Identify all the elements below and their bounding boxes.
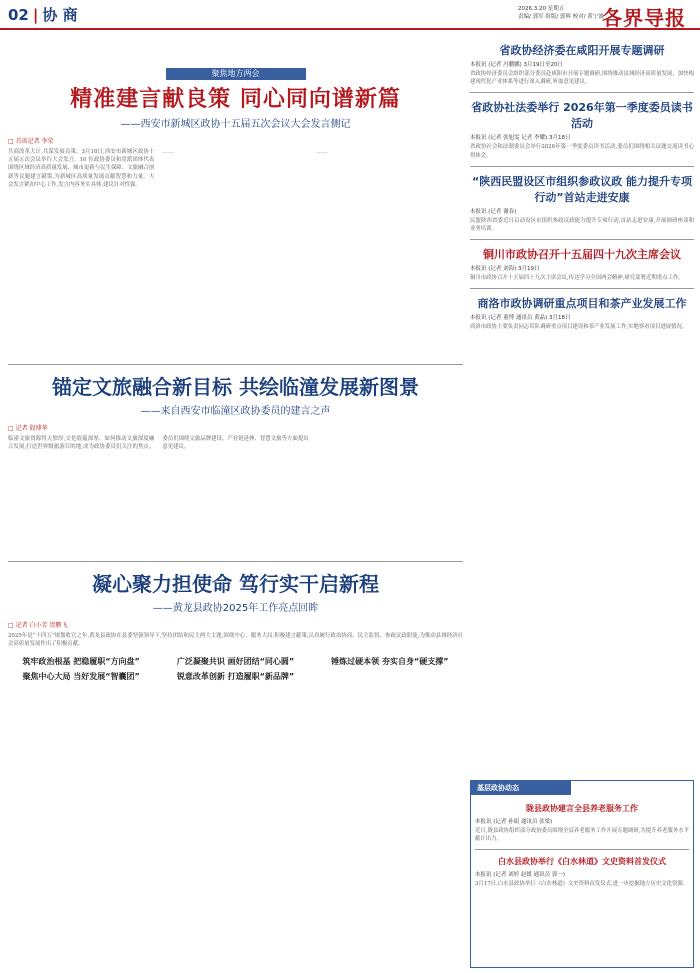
- second-subhead: ——来自西安市临潼区政协委员的建言之声: [140, 406, 331, 417]
- r3-headline: “陕西民盟设区市组织参政议政 能力提升专项行动”首站走进安康: [471, 174, 693, 204]
- left-column: [8, 36, 463, 686]
- r3-byline: 本报讯 (记者 谢春): [470, 208, 517, 215]
- lead-body: 共商改革大计,共谋发展良策。3月18日,西安市新城区政协十五届五次会议举行大会发言。10 位政协委员和党派团体代表围绕区域经济高质量发展、城市更新与民生保障、文旅融合创新等议题建言献策,为新城区高质量发展贡献智慧和力量。大会发言紧扣中心工作,发言内容务实具体,建议针对性强。: [8, 149, 155, 188]
- b2-byline: 本报讯 (记者 刘婷 赵媛 通讯员 郭一): [475, 872, 566, 879]
- third-headline: 凝心聚力担使命 笃行实干启新程: [92, 572, 379, 596]
- grassroots-box: [470, 780, 694, 968]
- b2-headline: 白水县政协举行《白水林道》文史资料首发仪式: [498, 857, 666, 867]
- r5-body: 商洛市政协主要负责同志带队调研重点项目建设和茶产业发展工作,实地察看项目进展情况。: [470, 324, 688, 331]
- b1-byline: 本报讯 (记者 孙娟 通讯员 张梁): [475, 819, 553, 825]
- b1-headline: 陇县政协建言全县养老服务工作: [526, 804, 638, 813]
- lead-subhead: ——西安市新城区政协十五届五次会议大会发言侧记: [120, 119, 351, 130]
- third-byline: □ 记者 白小芳 贺鹏飞: [8, 622, 68, 629]
- second-headline: 锚定文旅融合新目标 共绘临潼发展新图景: [52, 375, 419, 399]
- lead-body-2: ……: [162, 149, 174, 155]
- r1-body: 省政协经济委员会组织部分委员赴咸阳市开展专题调研,围绕推动县域经济高质量发展、加快构建现代化产业体系等进行深入调研,听取意见建议。: [470, 71, 694, 86]
- lead-headline: 精准建言献良策 同心同向谱新篇: [70, 87, 401, 112]
- newspaper-logo: 各界导报: [602, 6, 686, 30]
- masthead: [0, 0, 700, 30]
- r5-byline: 本报讯 (记者 董博 通讯员 黄晶) 3月18日: [470, 315, 571, 322]
- third-sub-e: 锤炼过硬本领 夯实自身“硬支撑”: [331, 657, 449, 667]
- issue-editors: 责编/ 郭军 组版/ 郭辉 校对/ 黄宁波: [518, 14, 604, 20]
- lead-byline: □ 首席记者 李荣: [8, 138, 54, 145]
- issue-meta: [518, 5, 604, 21]
- third-sub-c: 广泛凝聚共识 画好团结“同心圆”: [176, 657, 295, 667]
- r1-byline: 本报讯 (记者 冯鹏鹏) 3月19日至20日: [470, 62, 564, 68]
- second-body: 临潼文旅资源得天独厚,文化底蕴深厚。如何推动文旅深度融合发展,打造世界级旅游目的地,成为政协委员们关注的焦点。委员们围绕文旅品牌建设、产业链延伸、智慧文旅等方面提出意见建议。: [8, 436, 309, 451]
- issue-date: 2026.3.20 星期五: [518, 6, 565, 12]
- third-subhead: ——黄龙县政协2025年工作亮点回眸: [152, 603, 319, 614]
- r2-body: 省政协社会和法制委员会举行2026年第一季度委员读书活动,委员们围绕相关议题交流读书心得体会。: [470, 144, 694, 159]
- r4-body: 铜川市政协召开十五届四十九次主席会议,传达学习全国两会精神,研究部署近期重点工作。: [470, 275, 684, 282]
- right-column: [470, 36, 694, 332]
- r2-headline: 省政协社法委举行 2026年第一季度委员读书活动: [471, 101, 693, 131]
- r4-headline: 铜川市政协召开十五届四十九次主席会议: [483, 248, 681, 262]
- r1-headline: 省政协经济委在咸阳开展专题调研: [499, 44, 665, 57]
- lead-body-3: ……: [316, 149, 328, 155]
- r2-byline: 本报讯 (记者 张旭雯 记者 李耀) 3月18日: [470, 135, 571, 142]
- page-number: 02 | 协 商: [8, 6, 78, 24]
- b2-body: 3月17日,白水县政协举行《白水林道》文史资料首发仪式,进一步挖掘地方历史文化资源。: [475, 881, 689, 888]
- second-byline: □ 记者 殷博华: [8, 425, 48, 432]
- r3-body: 民盟陕西省委近日启动设区市组织参政议政能力提升专项行动,首站走进安康,开展调研座谈和业务培训。: [470, 217, 694, 233]
- third-body: 2025年是“十四五”规划收官之年,黄龙县政协在县委坚强领导下,坚持团结和民主两大主题,围绕中心、服务大局,积极建言献策,认真履行政治协商、民主监督、参政议政职能,为推动县域经济社会高质量发展作出了积极贡献。: [8, 633, 463, 648]
- b1-body: 近日,陇县政协组织部分政协委员围绕全县养老服务工作开展专题调研,为提升养老服务水平献计出力。: [475, 828, 689, 843]
- section-name: 协 商: [42, 6, 78, 24]
- grassroots-box-title: 基层政协动态: [471, 781, 571, 795]
- third-sub-a: 筑牢政治根基 把稳履职“方向盘”: [22, 657, 140, 667]
- r5-headline: 商洛市政协调研重点项目和茶产业发展工作: [477, 297, 687, 311]
- third-sub-b: 聚焦中心大局 当好发展“智囊团”: [22, 672, 140, 682]
- third-sub-d: 锐意改革创新 打造履职“新品牌”: [176, 672, 295, 682]
- r4-byline: 本报讯 (记者 刘海) 3月19日: [470, 266, 540, 273]
- section-banner: 聚焦地方两会: [166, 68, 306, 80]
